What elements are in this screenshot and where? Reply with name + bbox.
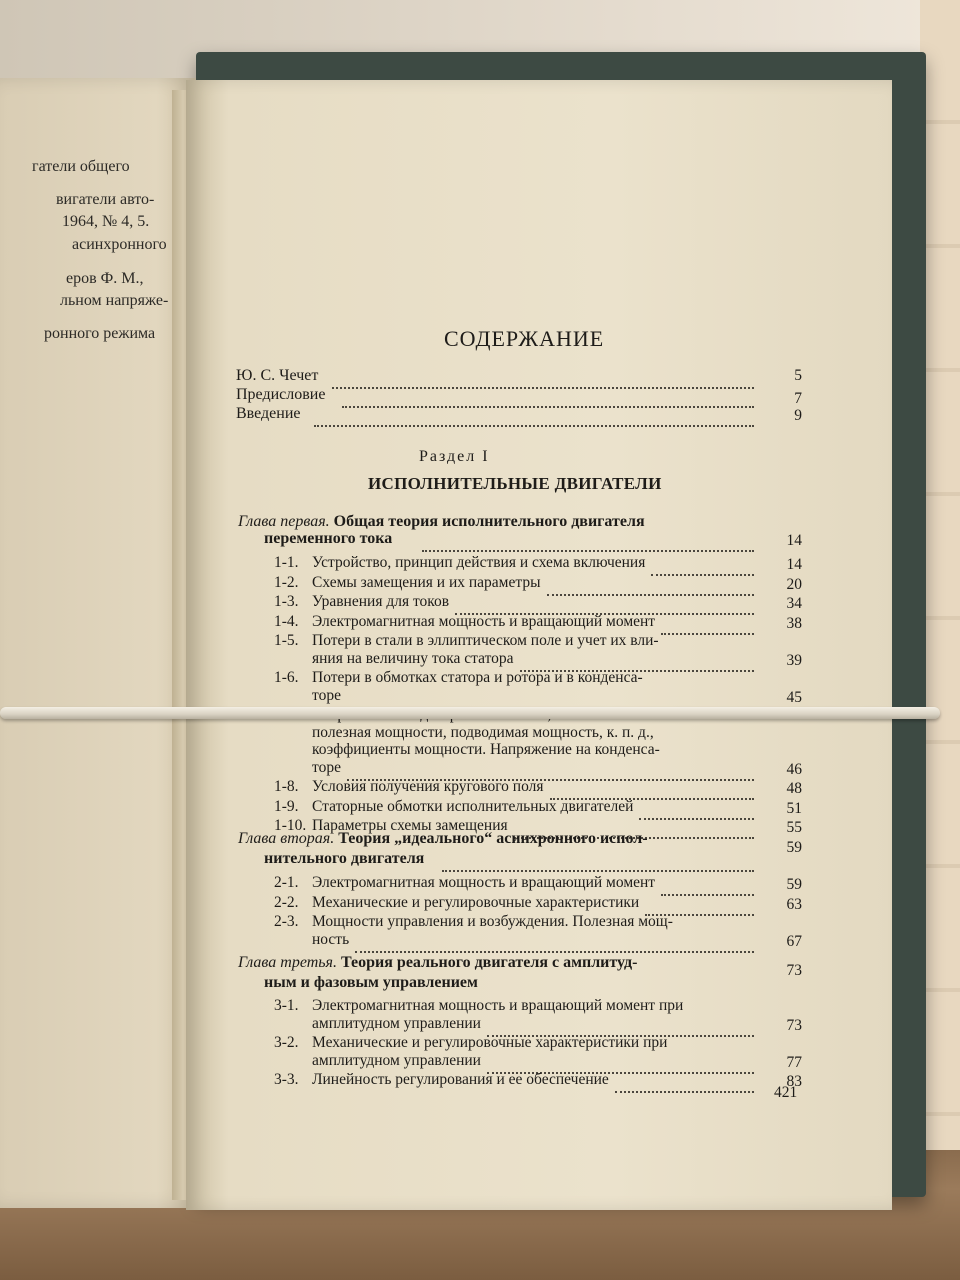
toc-item-text: Схемы замещения и их параметры — [312, 573, 541, 591]
chapter-title: Теория реального двигателя с амплитуд- — [340, 954, 638, 971]
chapter-label: Глава вторая. — [238, 830, 335, 847]
toc-item-number: 1-6. — [274, 669, 299, 686]
toc-front-item-label: Ю. С. Чечет — [236, 367, 319, 384]
page-number-folio: 421 — [774, 1084, 798, 1101]
toc-page-number: 7 — [794, 390, 802, 407]
left-page-line: 1964, № 4, 5. — [62, 213, 150, 230]
toc-page-number: 59 — [786, 839, 802, 856]
toc-item-number: 1-10. — [274, 817, 307, 834]
toc-item-text: Условия получения кругового поля — [312, 778, 544, 795]
toc-item-text: Электромагнитная мощность и вращающий момент — [312, 874, 656, 891]
toc-page-number: 59 — [786, 876, 802, 893]
section-title: ИСПОЛНИТЕЛЬНЫЕ ДВИГАТЕЛИ — [368, 474, 662, 493]
toc-item-number: 1-1. — [274, 554, 299, 571]
toc-leader-dots — [314, 411, 754, 427]
right-page-toc — [186, 80, 892, 1210]
toc-leader-dots — [355, 937, 754, 953]
elastic-band — [0, 707, 940, 719]
chapter-label: Глава первая. — [238, 513, 330, 530]
toc-item-text: торе — [312, 686, 341, 704]
toc-item-text: Электромагнитная мощность и вращающий момент при — [312, 997, 684, 1014]
toc-title: СОДЕРЖАНИЕ — [444, 326, 605, 351]
toc-item-number: 1-8. — [274, 778, 299, 795]
chapter-label: Глава третья. — [238, 954, 337, 971]
toc-item-text: амплитудном управлении — [312, 1051, 481, 1069]
toc-leader-dots — [651, 560, 754, 576]
chapter-heading-cont — [264, 974, 478, 992]
toc-leader-dots — [661, 880, 754, 896]
left-page-line: ронного режима — [44, 325, 156, 342]
toc-item-number: 1-4. — [274, 612, 299, 630]
toc-page-number: 83 — [786, 1073, 802, 1090]
toc-leader-dots — [332, 373, 754, 389]
chapter-heading — [238, 513, 645, 531]
toc-item-number: 2-2. — [274, 893, 299, 911]
toc-page-number: 55 — [786, 819, 802, 836]
toc-item-text: коэффициенты мощности. Напряжение на конденса- — [312, 741, 660, 758]
background-wood-panel — [920, 0, 960, 1150]
left-page-line: льном напряже- — [60, 292, 169, 309]
chapter-heading-cont — [264, 530, 392, 548]
toc-page-number: 73 — [786, 1016, 802, 1034]
toc-page-number: 77 — [786, 1053, 802, 1071]
toc-item-text: Механические и регулировочные характеристики при — [312, 1034, 668, 1051]
toc-item-text: Статорные обмотки исполнительных двигателей — [312, 797, 634, 815]
toc-leader-dots — [422, 536, 754, 552]
chapter-heading-cont — [264, 850, 424, 868]
toc-leader-dots — [615, 1077, 754, 1093]
toc-page-number: 51 — [786, 799, 802, 817]
toc-item-number: 1-5. — [274, 632, 299, 649]
toc-item-text: амплитудном управлении — [312, 1014, 481, 1032]
toc-leader-dots — [547, 580, 754, 596]
toc-page-number: 14 — [786, 556, 802, 573]
chapter-title: переменного тока — [264, 530, 393, 547]
toc-page-number: 63 — [786, 895, 802, 913]
toc-item-number: 2-3. — [274, 913, 299, 930]
toc-leader-dots — [639, 804, 754, 820]
toc-item-text: Устройство, принцип действия и схема включения — [312, 554, 646, 571]
chapter-title: ным и фазовым управлением — [264, 974, 478, 991]
toc-item-number: 3-1. — [274, 997, 299, 1014]
toc-front-item-label: Введение — [236, 405, 301, 422]
toc-page-number: 20 — [786, 575, 802, 593]
toc-item-text: яния на величину тока статора — [312, 649, 514, 667]
toc-item-number: 1-2. — [274, 573, 299, 591]
chapter-title: нительного двигателя — [264, 850, 425, 867]
toc-item-text: Линейность регулирования и ее обеспечение — [312, 1071, 609, 1088]
toc-page-number: 38 — [786, 614, 802, 632]
left-page-line: еров Ф. М., — [66, 270, 144, 287]
toc-leader-dots — [342, 392, 754, 408]
toc-item-text: Мощности управления и возбуждения. Полезная мощ- — [312, 913, 673, 930]
toc-item-text: Электромагнитная мощность и вращающий момент — [312, 612, 656, 630]
toc-item-text: Механические и регулировочные характеристики — [312, 893, 640, 911]
toc-page-number: 14 — [786, 532, 802, 549]
section-label: Раздел I — [419, 448, 490, 465]
left-page-line: асинхронного — [72, 236, 167, 253]
toc-page-number: 5 — [794, 367, 802, 384]
toc-item-text: Потери в стали в эллиптическом поле и учет их вли- — [312, 632, 659, 649]
toc-page-number: 9 — [794, 407, 802, 424]
toc-page-number: 73 — [786, 962, 802, 979]
toc-item-text: полезная мощности, подводимая мощность, к. п. д., — [312, 723, 654, 741]
left-page — [0, 78, 196, 1208]
toc-item-text: Параметры схемы замещения — [312, 817, 508, 834]
toc-page-number: 45 — [786, 688, 802, 706]
toc-item-number: 3-2. — [274, 1034, 299, 1051]
toc-page-number: 39 — [786, 651, 802, 669]
chapter-title: Теория „идеального“ асинхронного испол- — [338, 830, 648, 847]
toc-item-text: Потери в обмотках статора и ротора и в конденса- — [312, 669, 643, 686]
toc-front-item-label: Предисловие — [236, 386, 326, 403]
toc-item-number: 2-1. — [274, 874, 299, 891]
toc-page-number: 48 — [786, 780, 802, 797]
toc-item-text: Уравнения для токов — [312, 593, 450, 610]
toc-item-number: 1-9. — [274, 797, 299, 815]
chapter-heading — [238, 954, 637, 972]
toc-leader-dots — [661, 619, 754, 635]
chapter-heading — [238, 830, 648, 848]
chapter-title: Общая теория исполнительного двигателя — [333, 513, 645, 530]
toc-item-text: торе — [312, 758, 341, 776]
toc-item-number: 1-3. — [274, 593, 299, 610]
left-page-line: вигатели авто- — [56, 191, 155, 208]
toc-item-number: 3-3. — [274, 1071, 299, 1088]
toc-page-number: 67 — [786, 932, 802, 950]
toc-page-number: 46 — [786, 760, 802, 778]
toc-item-text: ность — [312, 930, 350, 948]
left-page-line: гатели общего — [32, 158, 130, 175]
toc-leader-dots — [442, 856, 754, 872]
toc-page-number: 34 — [786, 595, 802, 612]
